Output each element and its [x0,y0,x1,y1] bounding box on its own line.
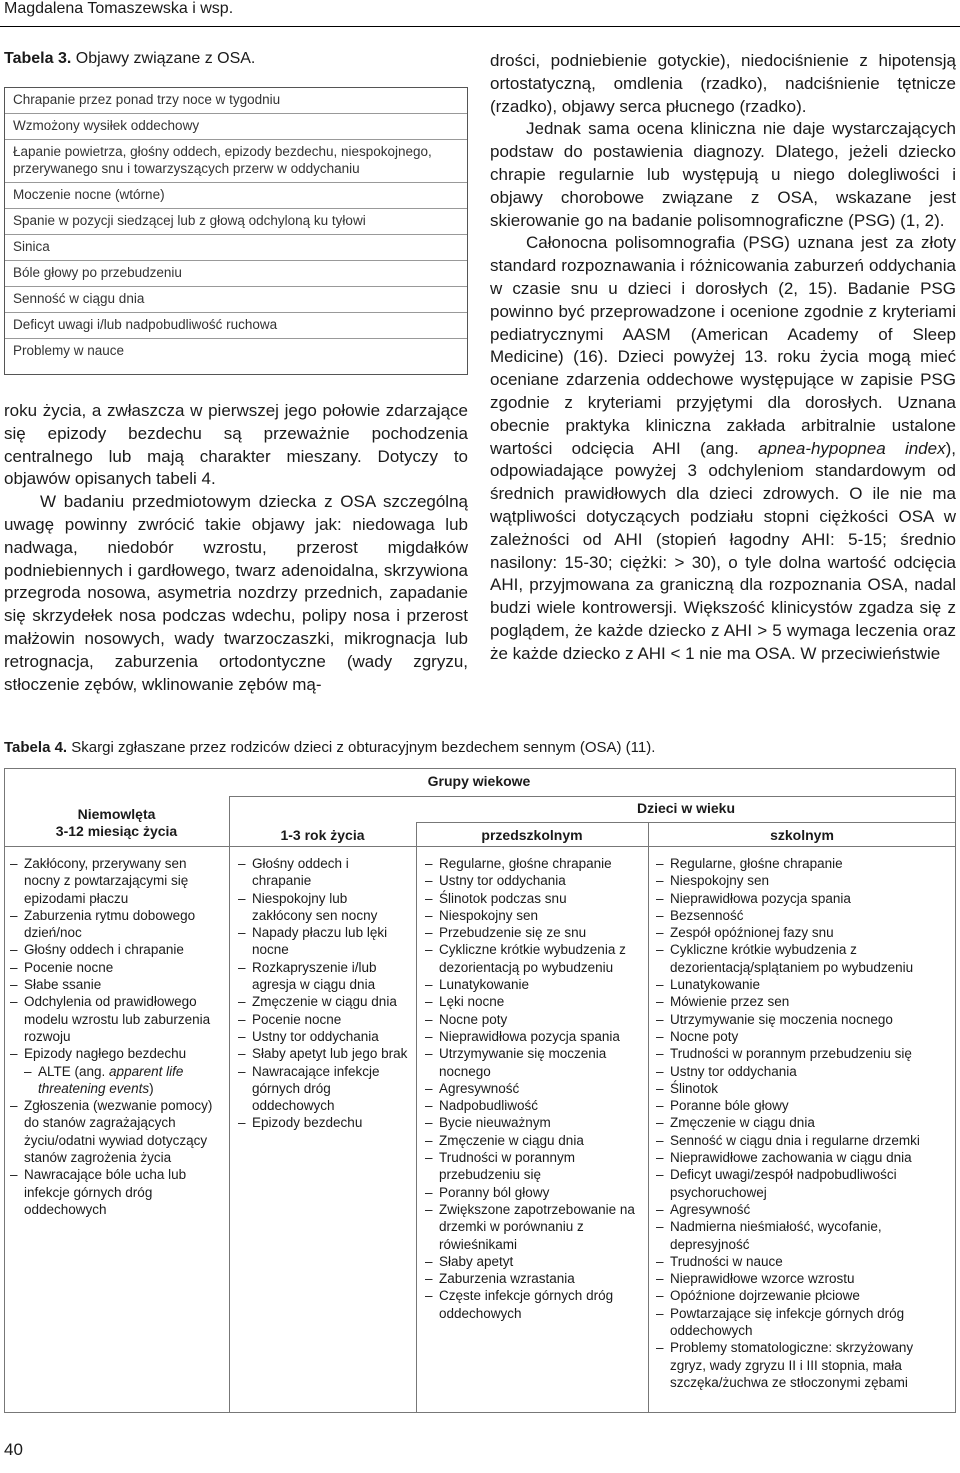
list-item-text: Nadpobudliwość [439,1098,539,1114]
list-item-text: Nadmierna nieśmiałość, wycofanie, depresyjność [670,1219,882,1252]
list-item-text: Odchylenia od prawidłowego modelu wzrostu lub zaburzenia rozwoju [24,994,211,1044]
list-item-text: Lunatykowanie [670,977,761,993]
list-item [10,855,220,907]
table-rule [416,822,956,823]
list-item-text: Cykliczne krótkie wybudzenia z dezorientacją/splątaniem po wybudzeniu [670,942,914,975]
list-item-text: Ustny tor oddychania [670,1063,797,1079]
list-item [10,941,220,958]
list-item [10,1097,220,1166]
table3-caption [4,50,255,68]
list-item [656,941,952,976]
table3-row: Moczenie nocne (wtórne) [5,183,467,209]
list-item [656,1011,952,1028]
list-item-text: ALTE (ang. [38,1063,110,1079]
list-item-text: Powtarzające się infekcje górnych dróg oddechowych [670,1305,905,1339]
list-item [656,993,952,1010]
list-item [425,1097,645,1114]
paragraph: Jednak sama ocena kliniczna nie daje wystarczających podstaw do postawienia diagnozy. Dlatego, jeżeli dziecko chrapie regularnie lub występują u niego dolegliwości i objawy chorobowe związane z OSA, wskazane jest skierowanie go na badanie polisomnograficzne (PSG) (1, 2). [490,119,956,230]
list-item-text: Cykliczne krótkie wybudzenia z dezorientacją po wybudzeniu [439,942,626,975]
list-item [656,1149,952,1166]
list-item [656,1045,952,1062]
list-item-text: Lęki nocne [439,994,505,1010]
list-item [656,1218,952,1253]
list-item [425,1287,645,1322]
list-item [656,924,952,941]
list-item-text: Nieprawidłowa pozycja spania [670,890,851,906]
list-item-text: Opóźnione dojrzewanie płciowe [670,1288,860,1304]
header-school: szkolnym [770,827,834,843]
list-item-text: Niespokojny sen [439,907,539,923]
header-preschool: przedszkolnym [481,827,583,843]
list-item-text: Nocne poty [439,1011,508,1027]
list-item [425,941,645,976]
column-school [656,855,952,1391]
list-item [656,1253,952,1270]
text-run-italic: apnea-hypopnea index [758,438,946,458]
list-item-text: Słaby apetyt lub jego brak [252,1046,408,1062]
list-item-text: Zaburzenia rytmu dobowego dzień/noc [24,907,196,941]
list-item-text: Nieprawidłowa pozycja spania [439,1028,620,1044]
page-number: 40 [4,1440,23,1459]
list-item [656,890,952,907]
list-item [238,1114,410,1131]
list-item-text: Głośny oddech i chrapanie [24,942,184,958]
list-item [10,1166,220,1218]
table3-row: Chrapanie przez ponad trzy noce w tygodniu [5,88,467,114]
table-rule [4,846,956,847]
list-item-text: Poranny ból głowy [439,1184,550,1200]
list-item [238,959,410,994]
list-item-text: Głośny oddech i chrapanie [252,856,349,889]
list-item [425,890,645,907]
list-item-text: Mówienie przez sen [670,994,790,1010]
list-item-text: Ślinotok [670,1080,719,1096]
table3-row: Senność w ciągu dnia [5,287,467,313]
running-head: Magdalena Tomaszewska i wsp. [4,0,234,17]
list-item-text: Niespokojny lub zakłócony sen nocny [252,890,378,923]
list-item-text: Bycie nieuważnym [439,1115,551,1131]
list-item [10,1063,220,1098]
table3-row: Deficyt uwagi i/lub nadpobudliwość ruchowa [5,313,467,339]
table4 [4,768,956,1413]
table3-title: Objawy związane z OSA. [71,50,256,67]
list-item [238,1045,410,1062]
list-item [425,872,645,889]
header-infants-l1: Niemowlęta [77,806,156,822]
table3-row: Wzmożony wysiłek oddechowy [5,114,467,140]
list-item-text: Zakłócony, przerywany sen nocny z powtarzającymi się epizodami płaczu [24,856,189,906]
list-item [656,1270,952,1287]
list-item-text: Niespokojny sen [670,873,770,889]
list-item-text: Utrzymywanie się moczenia nocnego [670,1011,893,1027]
table-rule [4,1412,956,1413]
header-age-groups: Grupy wiekowe [427,773,531,789]
list-item [656,907,952,924]
table-rule [229,796,956,797]
list-item-text: Nieprawidłowe zachowania w ciągu dnia [670,1150,912,1166]
list-item [425,924,645,941]
list-item-text: Ślinotok podczas snu [439,890,567,906]
list-item-text: Utrzymywanie się moczenia nocnego [439,1046,607,1079]
table3-row: Sinica [5,235,467,261]
list-item-text: Bezsenność [670,907,744,923]
table-rule [229,796,230,1413]
paragraph [490,232,956,665]
paragraph: roku życia, a zwłaszcza w pierwszej jego połowie zdarzające się epizody bezdechu są przeważnie pochodzenia centralnego lub mają charakter mieszany. Dotyczy to objawów opisanych tabeli 4. [4,401,468,489]
list-item [425,1114,645,1131]
list-item [425,993,645,1010]
header-infants-l2: 3-12 miesiąc życia [55,823,178,839]
column-infants [10,855,220,1218]
list-item [238,1011,410,1028]
list-item [656,976,952,993]
column-preschool [425,855,645,1322]
list-item-text: Zwiększone zapotrzebowanie na drzemki w porównaniu z rówieśnikami [439,1201,635,1252]
list-item-text: ) [149,1080,154,1096]
list-item-text: Częste infekcje górnych dróg oddechowych [439,1288,614,1321]
list-item [656,1132,952,1149]
list-item [238,1063,410,1115]
list-item-text: Zmęczenie w ciągu dnia [670,1115,815,1131]
list-item [656,1305,952,1340]
list-item [425,1184,645,1201]
list-item-text: Agresywność [670,1201,751,1217]
list-item [425,1028,645,1045]
list-item [425,855,645,872]
list-item-text: Rozkapryszenie i/lub agresja w ciągu dnia [252,959,377,993]
header-1-3-years: 1-3 rok życia [280,827,365,843]
list-item-text: Przebudzenie się ze snu [439,925,587,941]
list-item-text: Słaby apetyt [439,1253,514,1269]
table3-row: Spanie w pozycji siedzącej lub z głową odchyloną ku tyłowi [5,209,467,235]
list-item [238,1028,410,1045]
table3 [4,87,468,375]
list-item-text: Zaburzenia wzrastania [439,1271,575,1287]
list-item-text: Ustny tor oddychania [252,1028,379,1044]
list-item-text: Agresywność [439,1080,520,1096]
table3-row: Łapanie powietrza, głośny oddech, epizody bezdechu, niespokojnego, przerywanego snu i towarzyszących przerw w oddychaniu [5,140,467,183]
list-item-text: Trudności w porannym przebudzeniu się [439,1150,576,1183]
table3-row: Problemy w nauce [13,343,125,358]
list-item [656,1063,952,1080]
list-item-text: Nawracające infekcje górnych dróg oddechowych [252,1063,380,1114]
left-column-text [4,400,468,696]
list-item-text: Zgłoszenia (wezwanie pomocy) do stanów zagrażających życiu/odatni wywiad dotyczący stanów zagrożenia życia [24,1098,213,1166]
column-toddlers [238,855,410,1132]
list-item [656,1287,952,1304]
list-item [10,993,220,1045]
table-rule [4,768,5,1413]
list-item [656,1166,952,1201]
paragraph: drości, podniebienie gotyckie), niedociśnienie z hipotensją ortostatyczną, omdlenia (rzadko), nadciśnienie tętnicze (rzadko), objawy serca płucnego (rzadko). [490,51,956,116]
list-item-text: Deficyt uwagi/zespół nadpobudliwości psychoruchowej [670,1167,897,1200]
list-item [656,872,952,889]
header-rule [0,26,960,27]
list-item [656,1114,952,1131]
list-item [10,1045,220,1062]
list-item-text: Zespół opóźnionej fazy snu [670,925,834,941]
list-item-text: Epizody bezdechu [252,1115,363,1131]
table-rule [416,822,417,1413]
table-rule [955,768,956,1413]
list-item [425,1132,645,1149]
list-item-text: Trudności w nauce [670,1253,783,1269]
table3-row: Bóle głowy po przebudzeniu [5,261,467,287]
list-item [238,855,410,890]
list-item-text: Regularne, głośne chrapanie [670,856,843,871]
list-item [425,1270,645,1287]
list-item-text: Zmęczenie w ciągu dnia [252,994,397,1010]
table-rule [4,768,956,769]
list-item [425,1149,645,1184]
list-item [425,1080,645,1097]
list-item-text: Ustny tor oddychania [439,873,566,889]
table4-title: Skargi zgłaszane przez rodziców dzieci z obturacyjnym bezdechem sennym (OSA) (11). [67,739,656,756]
list-item [10,959,220,976]
list-item [656,1028,952,1045]
list-item-text: Pocenie nocne [252,1011,342,1027]
list-item-text: Słabe ssanie [24,977,102,993]
list-item [425,907,645,924]
list-item-text: Nocne poty [670,1028,739,1044]
paragraph: W badaniu przedmiotowym dziecka z OSA szczególną uwagę powinny zwrócić takie objawy jak: niedowaga lub nadwaga, niedobór wzrostu, przerost migdałków podniebiennych i gardłowego, twarz adenoidalna, skrzywiona przegroda nosowa, asymetria nozdrzy przednich, zapadanie się skrzydełek nosa podczas wdechu, polipy nosa i przerost małżowin nosowych, wady twarzoczaszki, mikrognacja lub retrognacja, zaburzenia ortodontyczne (wady zgryzu, stłoczenie zębów, wklinowanie zębów mą- [4,492,468,694]
list-item-text: Regularne, głośne chrapanie [439,856,612,871]
list-item-text: Poranne bóle głowy [670,1098,789,1114]
list-item [425,1253,645,1270]
list-item [656,1201,952,1218]
list-item [425,976,645,993]
text-run: Całonocna polisomnografia (PSG) uznana jest za złoty standard rozpoznawania i różnicowania zaburzeń oddychania w czasie snu u dzieci i dorosłych (2, 15). Badanie PSG powinno być przeprowadzone i ocenione zgodnie z kryteriami pediatrycznymi AASM (American Academy of Sleep Medicine) (16). Dzieci powyżej 13. roku życia mogą mieć oceniane zdarzenia oddechowe występujące w zapisie PSG zgodnie z kryteriami przyjętymi dla dorosłych. Uznana obecnie praktyka kliniczna zakłada arbitralnie ustalone wartości odcięcia AHI (ang. [490,233,956,458]
table-rule [648,822,649,1413]
list-item-text: Napady płaczu lub lęki nocne [252,925,388,958]
list-item-text: Nieprawidłowe wzorce wzrostu [670,1271,855,1287]
list-item [656,855,952,872]
table3-label: Tabela 3. [4,50,72,67]
text-run: ), odpowiadające powyżej 3 odchyleniom standardowym od średnich prawidłowych dla dzieci zdrowych. O ile nie ma wątpliwości dotyczących podziału stopni ciężkości OSA w zależności od AHI (stopień łagodny AHI: 5-15; średnio nasilony: 15-30; ciężki: > 30), o tyle dolna wartość odcięcia AHI, przyjmowana za graniczną dla rozpoznania OSA, nadal budzi wiele kontrowersji. Większość klinicystów zgadza się z poglądem, że każde dziecko z AHI > 5 wymaga leczenia oraz że każde dziecko z AHI < 1 nie ma OSA. W przeciwieństwie [490,438,956,663]
header-children-age: Dzieci w wieku [636,800,736,816]
list-item-italic: apparent life threatening events [38,1063,184,1096]
list-item [425,1011,645,1028]
list-item [10,907,220,942]
list-item [238,993,410,1010]
list-item [425,1201,645,1253]
list-item-text: Lunatykowanie [439,977,530,993]
list-item-text: Trudności w porannym przebudzeniu się [670,1046,912,1062]
list-item [656,1097,952,1114]
list-item-text: Epizody nagłego bezdechu [24,1046,187,1062]
list-item-text: Senność w ciągu dnia i regularne drzemki [670,1132,920,1148]
list-item [656,1080,952,1097]
table4-caption [4,739,655,756]
table4-label: Tabela 4. [4,739,68,756]
list-item [238,890,410,925]
list-item-text: Problemy stomatologiczne: skrzyżowany zgryz, wady zgryzu II i III stopnia, mała szczęka/żuchwa ze stłoczonymi zębami [670,1340,914,1390]
list-item [10,976,220,993]
list-item-text: Zmęczenie w ciągu dnia [439,1132,584,1148]
list-item-text: Nawracające bóle ucha lub infekcje górnych dróg oddechowych [24,1167,187,1217]
list-item [425,1045,645,1080]
right-column-text [490,50,956,666]
list-item-text: Pocenie nocne [24,959,114,975]
list-item [238,924,410,959]
list-item [656,1339,952,1391]
